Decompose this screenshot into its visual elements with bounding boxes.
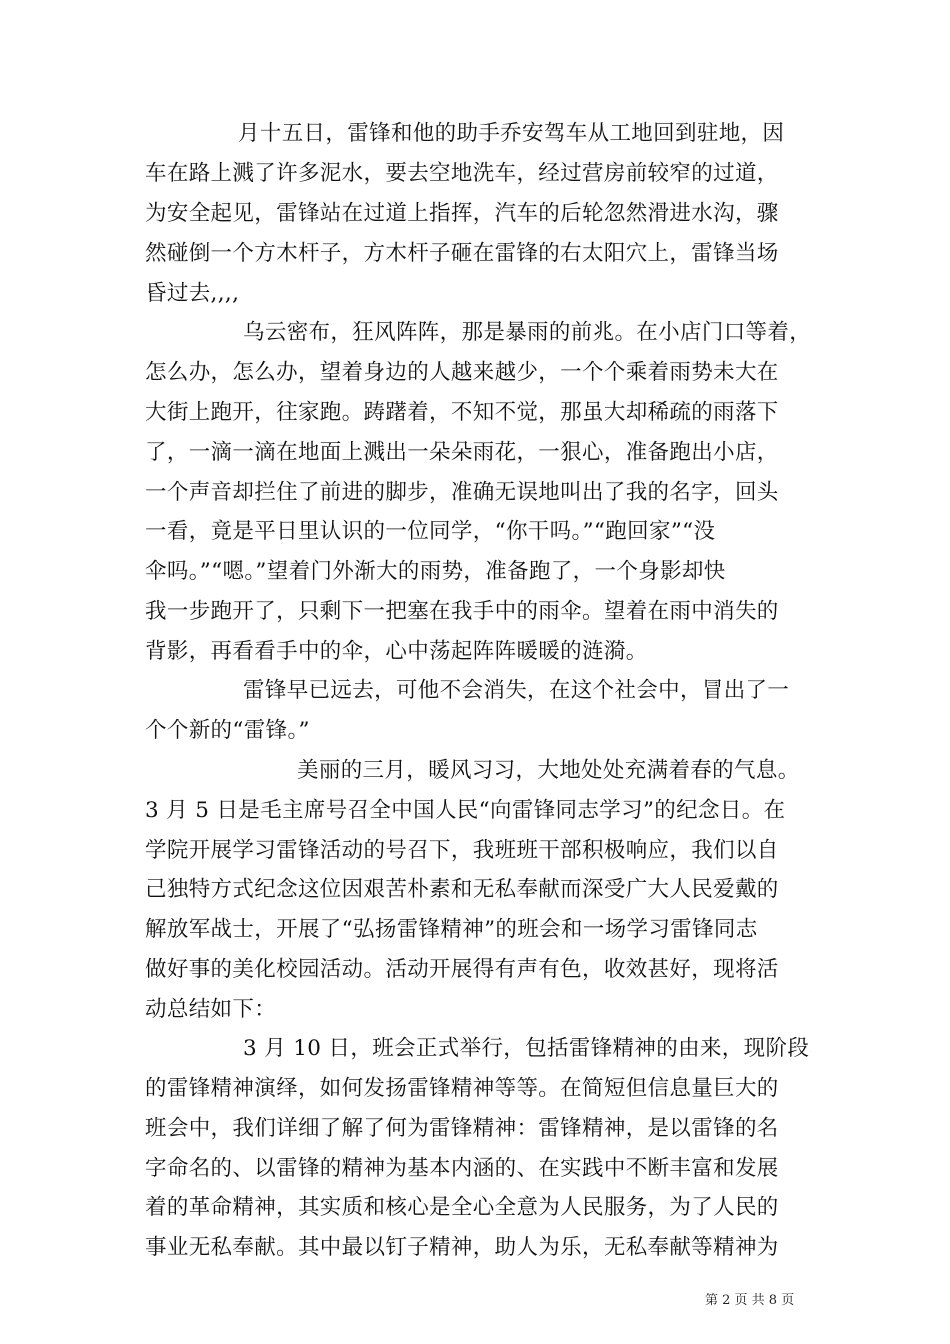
text-line: 为安全起见，雷锋站在过道上指挥，汽车的后轮忽然滑进水沟，骤 [145, 201, 779, 226]
text-line: 做好事的美化校园活动。活动开展得有声有色，收效甚好，现将活 [145, 957, 779, 982]
text-line: 的雷锋精神演绎，如何发扬雷锋精神等等。在简短但信息量巨大的 [145, 1076, 779, 1101]
text-line: 大街上跑开，往家跑。踌躇着，不知不觉，那虽大却稀疏的雨落下 [145, 400, 779, 425]
text-line: 事业无私奉献。其中最以钉子精神，助人为乐，无私奉献等精神为 [145, 1235, 779, 1260]
text-line: 动总结如下： [145, 997, 277, 1022]
text-line: 班会中，我们详细了解了何为雷锋精神：雷锋精神，是以雷锋的名 [145, 1116, 779, 1141]
text-line: 我一步跑开了，只剩下一把塞在我手中的雨伞。望着在雨中消失的 [145, 599, 779, 624]
page-number: 第 2 页 共 8 页 [705, 1293, 795, 1308]
text-line: 学院开展学习雷锋活动的号召下，我班班干部积极响应，我们以自 [145, 838, 779, 863]
text-line: 伞吗。”“嗯。”望着门外渐大的雨势，准备跑了，一个身影却快 [145, 559, 726, 584]
text-line: 己独特方式纪念这位因艰苦朴素和无私奉献而深受广大人民爱戴的 [145, 877, 779, 902]
text-line: 背影，再看看手中的伞，心中荡起阵阵暖暖的涟漪。 [145, 639, 648, 664]
text-line: 雷锋早已远去，可他不会消失，在这个社会中，冒出了一 [243, 678, 790, 703]
text-line: 着的革命精神，其实质和核心是全心全意为人民服务，为了人民的 [145, 1195, 779, 1220]
text-line: 字命名的、以雷锋的精神为基本内涵的、在实践中不断丰富和发展 [145, 1156, 779, 1181]
text-line: 昏过去,,,, [145, 281, 240, 306]
text-line: 车在路上溅了许多泥水，要去空地洗车，经过营房前较窄的过道， [145, 161, 779, 186]
text-line: 解放军战士，开展了“弘扬雷锋精神”的班会和一场学习雷锋同志 [145, 917, 758, 942]
text-line: 美丽的三月，暖风习习，大地处处充满着春的气息。 [297, 758, 800, 783]
text-line: 然碰倒一个方木杆子，方木杆子砸在雷锋的右太阳穴上，雷锋当场 [145, 241, 779, 266]
text-line: 月十五日，雷锋和他的助手乔安驾车从工地回到驻地，因 [238, 121, 785, 146]
text-line: 一看，竟是平日里认识的一位同学，“你干吗。”“跑回家”“没 [145, 519, 716, 544]
text-line: 怎么办，怎么办，望着身边的人越来越少，一个个乘着雨势未大在 [145, 360, 779, 385]
text-line: 个个新的“雷锋。” [145, 718, 310, 743]
text-line: 3 月 10 日，班会正式举行，包括雷锋精神的由来，现阶段 [243, 1036, 810, 1061]
text-line: 了，一滴一滴在地面上溅出一朵朵雨花，一狠心，准备跑出小店， [145, 440, 779, 465]
text-line: 一个声音却拦住了前进的脚步，准确无误地叫出了我的名字，回头 [145, 480, 779, 505]
text-line: 3 月 5 日是毛主席号召全中国人民“向雷锋同志学习”的纪念日。在 [145, 798, 786, 823]
text-line: 乌云密布，狂风阵阵，那是暴雨的前兆。在小店门口等着， [243, 320, 812, 345]
